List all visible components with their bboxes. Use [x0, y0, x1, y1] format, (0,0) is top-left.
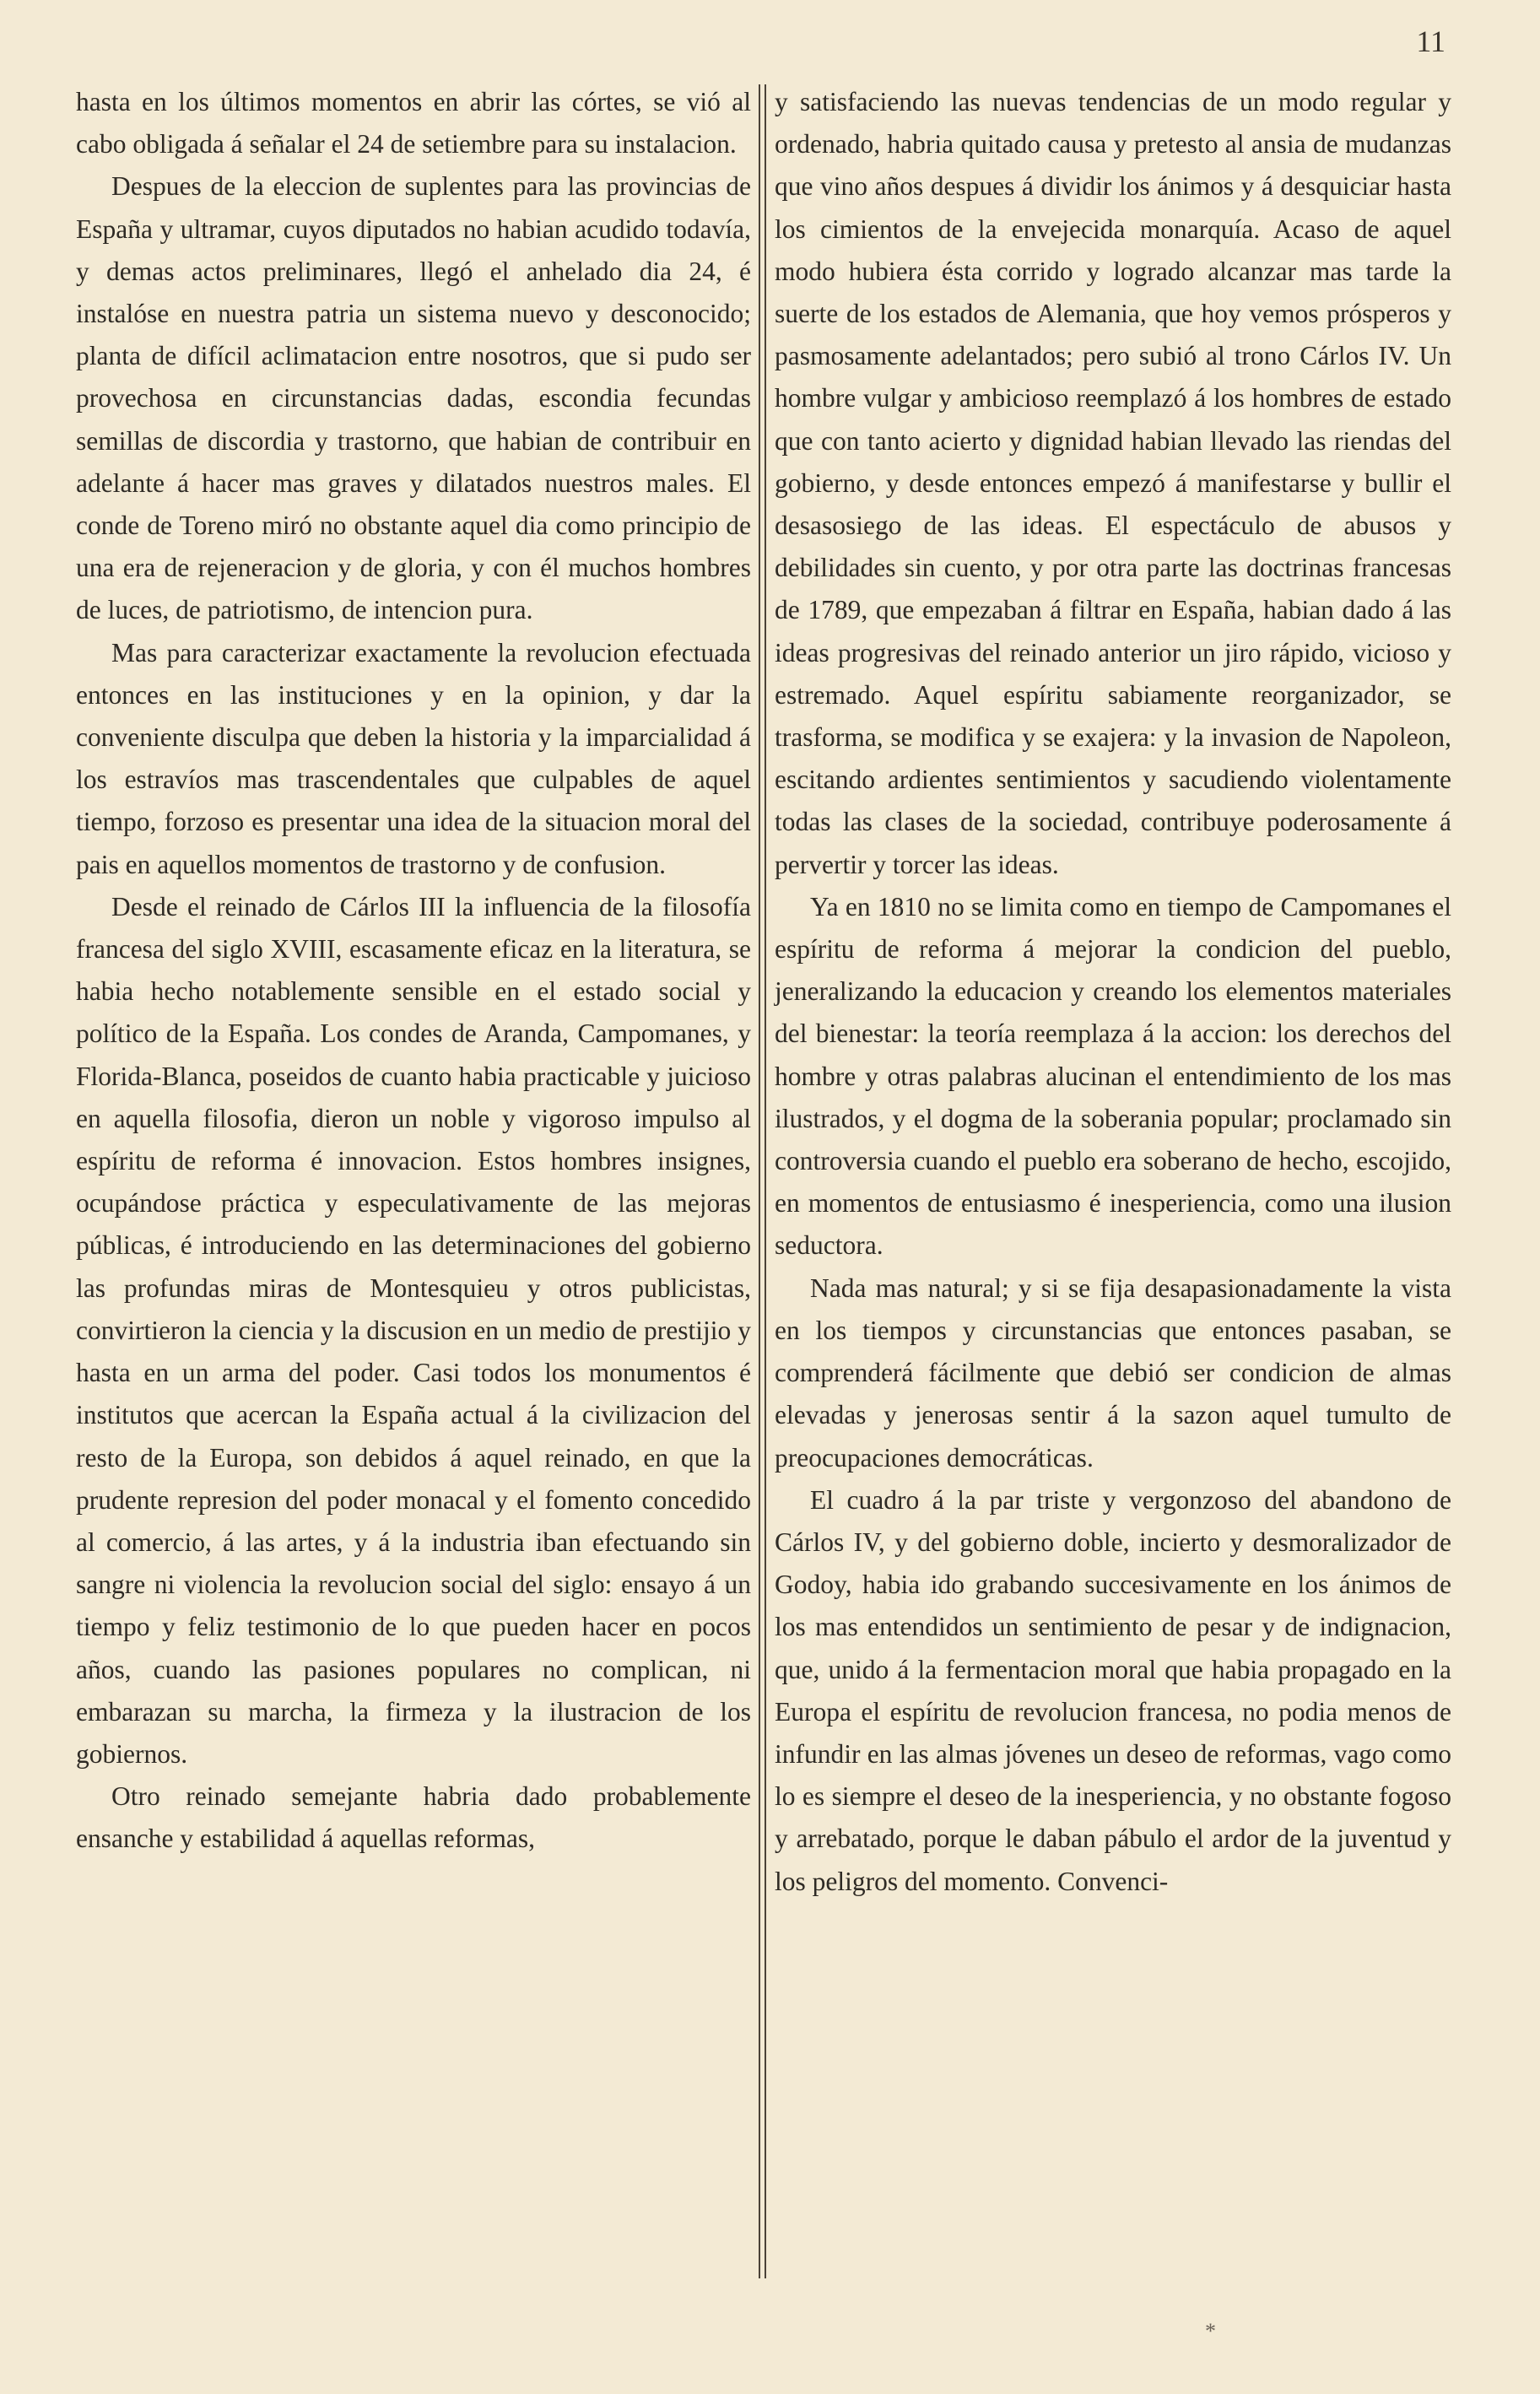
page-number: 11 — [1416, 24, 1445, 58]
paragraph: Despues de la eleccion de suplentes para las provincias de España y ultramar, cuyos diputados no habian acudido todavía, y demas actos preliminares, llegó el anhelado dia 24, é instalóse en nuestra patria un sistema nuevo y desconocido; planta de difícil aclimatacion entre nosotros, que si pudo ser provechosa en circunstancias dadas, escondia fecundas semillas de discordia y trastorno, que habian de contribuir en adelante á hacer mas graves y dilatados nuestros males. El conde de Toreno miró no obstante aquel dia como principio de una era de rejeneracion y de gloria, y con él muchos hombres de luces, de patriotismo, de intencion pura. — [76, 171, 751, 625]
paragraph: Otro reinado semejante habria dado probablemente ensanche y estabilidad á aquellas reformas, — [76, 1781, 751, 1854]
paragraph: hasta en los últimos momentos en abrir las córtes, se vió al cabo obligada á señalar el 24 de setiembre para su instalacion. — [76, 87, 751, 159]
paragraph: Mas para caracterizar exactamente la revolucion efectuada entonces en las instituciones y en la opinion, y dar la conveniente disculpa que deben la historia y la imparcialidad á los estravíos mas trascendentales que culpables de aquel tiempo, forzoso es presentar una idea de la situacion moral del pais en aquellos momentos de trastorno y de confusion. — [76, 637, 751, 879]
column-divider-rule — [759, 84, 760, 2278]
paragraph: Ya en 1810 no se limita como en tiempo de Campomanes el espíritu de reforma á mejorar la condicion del pueblo, jeneralizando la educacion y creando los elementos materiales del bienestar: la teoría reemplaza á la accion: los derechos del hombre y otras palabras alucinan el entendimiento de los mas ilustrados, y el dogma de la soberania popular; proclamado sin controversia cuando el pueblo era soberano de hecho, escojido, en momentos de entusiasmo é inesperiencia, como una ilusion seductora. — [775, 891, 1451, 1261]
column-divider-rule — [765, 84, 766, 2278]
right-column — [775, 81, 1451, 1903]
signature-mark: * — [1205, 2319, 1216, 2343]
left-column — [76, 81, 751, 1861]
paragraph: El cuadro á la par triste y vergonzoso del abandono de Cárlos IV, y del gobierno doble, incierto y desmoralizador de Godoy, habia ido grabando succesivamente en los ánimos de los mas entendidos un sentimiento de pesar y de indignacion, que, unido á la fermentacion moral que habia propagado en la Europa el espíritu de revolucion francesa, no podia menos de infundir en las almas jóvenes un deseo de reformas, vago como lo es siempre el deseo de la inesperiencia, y no obstante fogoso y arrebatado, porque le daban pábulo el ardor de la juventud y los peligros del momento. Convenci- — [775, 1484, 1451, 1896]
paragraph: y satisfaciendo las nuevas tendencias de un modo regular y ordenado, habria quitado causa y pretesto al ansia de mudanzas que vino años despues á dividir los ánimos y á desquiciar hasta los cimientos de la envejecida monarquía. Acaso de aquel modo hubiera ésta corrido y logrado alcanzar mas tarde la suerte de los estados de Alemania, que hoy vemos prósperos y pasmosamente adelantados; pero subió al trono Cárlos IV. Un hombre vulgar y ambicioso reemplazó á los hombres de estado que con tanto acierto y dignidad habian llevado las riendas del gobierno, y desde entonces empezó á manifestarse y bullir el desasosiego de las ideas. El espectáculo de abusos y debilidades sin cuento, y por otra parte las doctrinas francesas de 1789, que empezaban á filtrar en España, habian dado á las ideas progresivas del reinado anterior un jiro rápido, vicioso y estremado. Aquel espíritu sabiamente reorganizador, se trasforma, se modifica y se exajera: y la invasion de Napoleon, escitando ardientes sentimientos y sacudiendo violentamente todas las clases de la sociedad, contribuye poderosamente á pervertir y torcer las ideas. — [775, 87, 1451, 879]
paragraph: Desde el reinado de Cárlos III la influencia de la filosofía francesa del siglo XVIII, escasamente eficaz en la literatura, se habia hecho notablemente sensible en el estado social y político de la España. Los condes de Aranda, Campomanes, y Florida-Blanca, poseidos de cuanto habia practicable y juicioso en aquella filosofia, dieron un noble y vigoroso impulso al espíritu de reforma é innovacion. Estos hombres insignes, ocupándose práctica y especulativamente de las mejoras públicas, é introduciendo en las determinaciones del gobierno las profundas miras de Montesquieu y otros publicistas, convirtieron la ciencia y la discusion en un medio de prestijio y hasta en un arma del poder. Casi todos los monumentos é institutos que acercan la España actual á la civilizacion del resto de la Europa, son debidos á aquel reinado, en que la prudente represion del poder monacal y el fomento concedido al comercio, á las artes, y á la industria iban efectuando sin sangre ni violencia la revolucion social del siglo: ensayo á un tiempo y feliz testimonio de lo que pueden hacer en pocos años, cuando las pasiones populares no complican, ni embarazan su marcha, la firmeza y la ilustracion de los gobiernos. — [76, 891, 751, 1769]
paragraph: Nada mas natural; y si se fija desapasionadamente la vista en los tiempos y circunstancias que entonces pasaban, se comprenderá fácilmente que debió ser condicion de almas elevadas y jenerosas sentir á la sazon aquel tumulto de preocupaciones democráticas. — [775, 1273, 1451, 1473]
